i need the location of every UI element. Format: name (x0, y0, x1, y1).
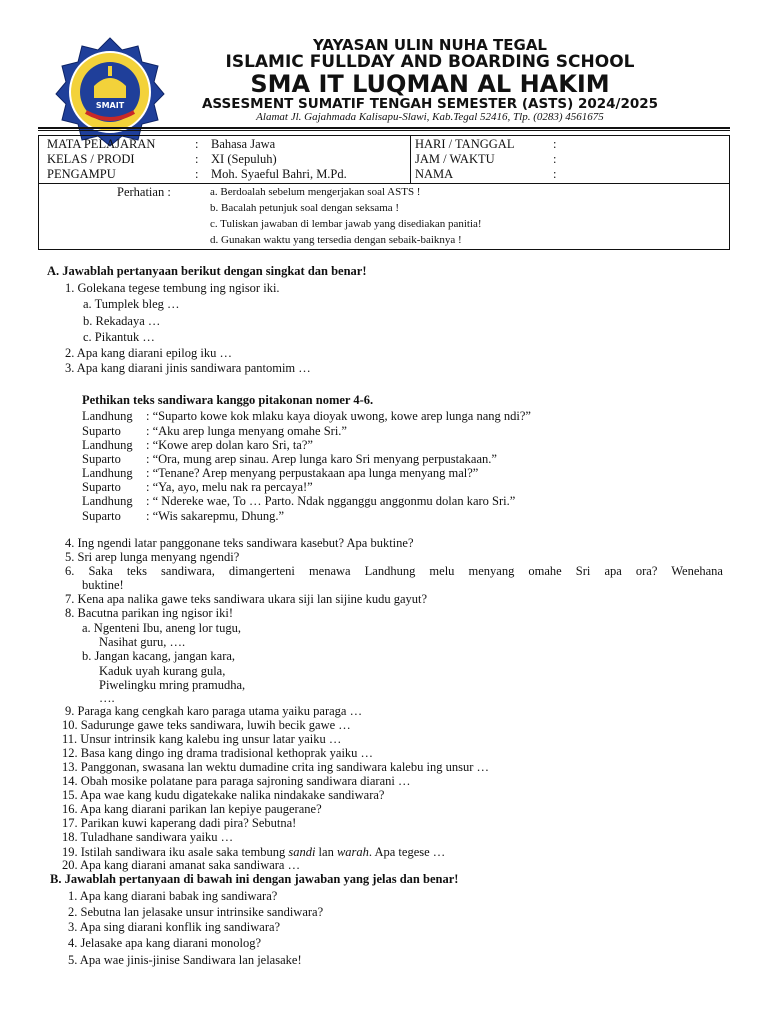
header-rule (38, 127, 730, 129)
question-5: 5. Sri arep lunga menyang ngendi? (65, 550, 240, 564)
question-1-item-c: c. Pikantuk … (83, 330, 155, 344)
dialogue-speaker: Landhung (82, 409, 133, 423)
notice-label: Perhatian : (117, 185, 171, 199)
question-15: 15. Apa wae kang kudu digatekake nalika nindakake sandiwara? (62, 788, 385, 802)
dialogue-line: : “Ya, ayo, melu nak ra percaya!” (146, 480, 313, 494)
dialogue-speaker: Suparto (82, 452, 121, 466)
question-19-end: . Apa tegese … (368, 845, 446, 859)
dialogue-speaker: Landhung (82, 494, 133, 508)
notice-item-d: d. Gunakan waktu yang tersedia dengan sebaik-baiknya ! (210, 234, 462, 246)
exam-title: ASSESMENT SUMATIF TENGAH SEMESTER (ASTS) 2024/2025 (201, 96, 659, 112)
class-colon: : (195, 152, 199, 166)
question-18: 18. Tuladhane sandiwara yaiku … (62, 830, 234, 844)
question-13: 13. Panggonan, swasana lan wektu dumadine crita ing sandiwara kalebu ing unsur … (62, 760, 489, 774)
section-a-title: A. Jawablah pertanyaan berikut dengan singkat dan benar! (47, 264, 367, 278)
info-separator (39, 183, 729, 184)
notice-item-b: b. Bacalah petunjuk soal dengan seksama ! (210, 202, 400, 214)
essay-question-1: 1. Apa kang diarani babak ing sandiwara? (68, 889, 278, 903)
question-6-continued: buktine! (82, 578, 124, 592)
question-8-b-line1: b. Jangan kacang, jangan kara, (82, 649, 236, 663)
dialogue-line: : “ Ndereke wae, To … Parto. Ndak ngganggu anggonmu dolan karo Sri.” (146, 494, 516, 508)
dialogue-line: : “Suparto kowe kok mlaku kaya dioyak uwong, kowe arep lunga nang ndi?” (146, 409, 531, 423)
question-11: 11. Unsur intrinsik kang kalebu ing unsur latar yaiku … (62, 732, 342, 746)
dialogue-speaker: Landhung (82, 466, 133, 480)
exam-info-box (38, 135, 730, 250)
teacher-colon: : (195, 167, 199, 181)
question-14: 14. Obah mosike polatane para paraga sajroning sandiwara diarani … (62, 774, 411, 788)
essay-question-5: 5. Apa wae jinis-jinise Sandiwara lan jelasake! (68, 953, 302, 967)
essay-question-4: 4. Jelasake apa kang diarani monolog? (68, 936, 261, 950)
school-name: SMA IT LUQMAN AL HAKIM (250, 70, 610, 98)
question-12: 12. Basa kang dingo ing drama tradisional kethoprak yaiku … (62, 746, 374, 760)
school-address: Alamat Jl. Gajahmada Kalisapu-Slawi, Kab.Tegal 52416, Tlp. (0283) 4561675 (256, 111, 604, 123)
dialogue-line: : “Ora, mung arep sinau. Arep lunga karo Sri menyang perpustakaan.” (146, 452, 497, 466)
passage-title: Pethikan teks sandiwara kanggo pitakonan nomer 4-6. (82, 393, 374, 407)
subject-value: Bahasa Jawa (211, 137, 276, 151)
subject-colon: : (195, 137, 199, 151)
essay-question-2: 2. Sebutna lan jelasake unsur intrinsike sandiwara? (68, 905, 324, 919)
teacher-label: PENGAMPU (47, 167, 116, 181)
question-7: 7. Kena apa nalika gawe teks sandiwara ukara siji lan sijine kudu gayut? (65, 592, 428, 606)
question-8-b-line3: Piwelingku mring pramudha, (99, 678, 246, 692)
question-3: 3. Apa kang diarani jinis sandiwara pantomim … (65, 361, 311, 375)
question-16: 16. Apa kang diarani parikan lan kepiye paugerane? (62, 802, 322, 816)
time-colon: : (553, 152, 557, 166)
class-label: KELAS / PRODI (47, 152, 135, 166)
notice-item-c: c. Tuliskan jawaban di lembar jawab yang disediakan panitia! (210, 218, 482, 230)
question-4: 4. Ing ngendi latar panggonane teks sandiwara kasebut? Apa buktine? (65, 536, 414, 550)
info-divider (410, 136, 411, 183)
dialogue-speaker: Landhung (82, 438, 133, 452)
question-2: 2. Apa kang diarani epilog iku … (65, 346, 232, 360)
dialogue-speaker: Suparto (82, 424, 121, 438)
school-logo (54, 36, 166, 148)
name-colon: : (553, 167, 557, 181)
question-17: 17. Parikan kuwi kaperang dadi pira? Sebutna! (62, 816, 297, 830)
section-b-title: B. Jawablah pertanyaan di bawah ini dengan jawaban yang jelas dan benar! (50, 872, 459, 886)
question-6: 6. Saka teks sandiwara, dimangerteni menawa Landhung melu menyang omahe Sri apa ora? Wenehana (65, 564, 723, 578)
date-colon: : (553, 137, 557, 151)
dialogue-line: : “Aku arep lunga menyang omahe Sri.” (146, 424, 347, 438)
question-8-a-line1: a. Ngenteni Ibu, aneng lor tugu, (82, 621, 241, 635)
question-20: 20. Apa kang diarani amanat saka sandiwara … (62, 858, 301, 872)
dialogue-speaker: Suparto (82, 509, 121, 523)
term-warah: warah (336, 845, 369, 859)
question-19-text: 19. Istilah sandiwara iku asale saka tembung (62, 845, 289, 859)
class-value: XI (Sepuluh) (211, 152, 277, 166)
question-1-item-b: b. Rekadaya … (83, 314, 161, 328)
school-type: ISLAMIC FULLDAY AND BOARDING SCHOOL (225, 52, 635, 72)
notice-item-a: a. Berdoalah sebelum mengerjakan soal ASTS ! (210, 186, 421, 198)
logo-text: SMAIT (95, 101, 125, 110)
question-8: 8. Bacutna parikan ing ngisor iki! (65, 606, 234, 620)
teacher-value: Moh. Syaeful Bahri, M.Pd. (211, 167, 347, 181)
term-sandi: sandi (288, 845, 316, 859)
foundation-name: YAYASAN ULIN NUHA TEGAL (313, 36, 547, 54)
dialogue-line: : “Kowe arep dolan karo Sri, ta?” (146, 438, 313, 452)
question-8-a-line2: Nasihat guru, …. (99, 635, 186, 649)
time-label: JAM / WAKTU (415, 152, 495, 166)
date-label: HARI / TANGGAL (415, 137, 515, 151)
subject-label: MATA PELAJARAN (47, 137, 156, 151)
question-8-b-line2: Kaduk uyah kurang gula, (99, 664, 226, 678)
dialogue-speaker: Suparto (82, 480, 121, 494)
dialogue-line: : “Wis sakarepmu, Dhung.” (146, 509, 285, 523)
dialogue-line: : “Tenane? Arep menyang perpustakaan apa lunga menyang mal?” (146, 466, 479, 480)
question-1-item-a: a. Tumplek bleg … (83, 297, 180, 311)
name-label: NAMA (415, 167, 454, 181)
question-19-conj: lan (315, 845, 337, 859)
question-1: 1. Golekana tegese tembung ing ngisor iki. (65, 281, 280, 295)
header-rule-thin (38, 130, 730, 131)
question-10: 10. Sadurunge gawe teks sandiwara, luwih becik gawe … (62, 718, 351, 732)
question-9: 9. Paraga kang cengkah karo paraga utama yaiku paraga … (65, 704, 363, 718)
question-8-b-line4: …. (99, 691, 115, 705)
essay-question-3: 3. Apa sing diarani konflik ing sandiwara? (68, 920, 281, 934)
